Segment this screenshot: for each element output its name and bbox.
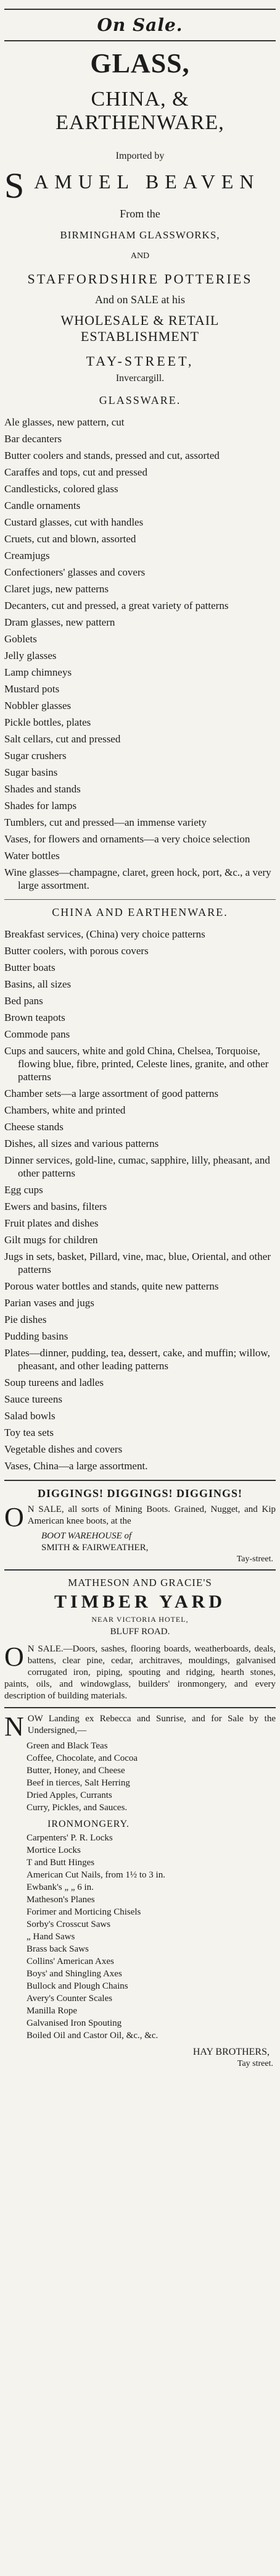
list-item: Matheson's Planes bbox=[27, 1895, 95, 1905]
list-item: Salad bowls bbox=[4, 1410, 56, 1422]
top-rule bbox=[4, 9, 276, 10]
list-item: Water bottles bbox=[4, 850, 60, 862]
list-item: Boiled Oil and Castor Oil, &c., &c. bbox=[27, 2031, 159, 2041]
list-item: Porous water bottles and stands, quite new patterns bbox=[4, 1280, 219, 1292]
list-item: Dinner services, gold-line, cumac, sapphire, lilly, pheasant, and other patterns bbox=[4, 1154, 270, 1179]
on-sale-header: On Sale. bbox=[97, 15, 183, 35]
list-item: „ Hand Saws bbox=[27, 1932, 75, 1942]
header-rule bbox=[4, 40, 276, 41]
diggings-body bbox=[4, 1502, 276, 1532]
ironmongery-list bbox=[27, 1832, 276, 2042]
list-item: Jelly glasses bbox=[4, 650, 57, 661]
diggings-body-text: N SALE, all sorts of Mining Boots. Grained, Nugget, and Kip American knee boots, at the bbox=[27, 1504, 276, 1526]
list-item: Ewers and basins, filters bbox=[4, 1201, 107, 1212]
merchant-name bbox=[4, 166, 276, 206]
landing-body-text: OW Landing ex Rebecca and Sunrise, and for Sale by the Undersigned,— bbox=[27, 1714, 276, 1735]
list-item: Bullock and Plough Chains bbox=[27, 1981, 128, 1991]
list-item: Bar decanters bbox=[4, 433, 62, 445]
sale-at-his: And on SALE at his bbox=[95, 293, 185, 306]
list-item: Cheese stands bbox=[4, 1121, 64, 1133]
timber-road: BLUFF ROAD. bbox=[110, 1627, 170, 1637]
diggings-advertisement bbox=[4, 1487, 276, 1564]
list-item: Mortice Locks bbox=[27, 1845, 81, 1855]
ad-divider bbox=[4, 1569, 276, 1571]
list-item: Vegetable dishes and covers bbox=[4, 1443, 123, 1455]
list-item: Candle ornaments bbox=[4, 500, 81, 511]
list-item: Commode pans bbox=[4, 1028, 70, 1040]
drop-cap: O bbox=[4, 1642, 24, 1672]
list-item: Green and Black Teas bbox=[27, 1741, 108, 1751]
timber-yard-advertisement bbox=[4, 1577, 276, 1702]
list-item: Candlesticks, colored glass bbox=[4, 483, 118, 495]
timber-owner: MATHESON AND GRACIE'S bbox=[68, 1577, 212, 1588]
list-item: Sugar crushers bbox=[4, 750, 67, 761]
hay-brothers-advertisement bbox=[4, 1713, 276, 2069]
list-item: Cruets, cut and blown, assorted bbox=[4, 533, 136, 545]
list-item: Curry, Pickles, and Sauces. bbox=[27, 1803, 128, 1813]
list-item: Tumblers, cut and pressed—an immense variety bbox=[4, 816, 207, 828]
list-item: Claret jugs, new patterns bbox=[4, 583, 109, 595]
list-item: Cups and saucers, white and gold China, Chelsea, Torquoise, flowing blue, fibre, printed, Celeste lines, granite, and other patterns bbox=[4, 1045, 269, 1083]
list-item: Gilt mugs for children bbox=[4, 1234, 98, 1246]
ad-subtitle: CHINA, & EARTHENWARE, bbox=[56, 88, 224, 134]
list-item: Salt cellars, cut and pressed bbox=[4, 733, 121, 745]
list-item: Ale glasses, new pattern, cut bbox=[4, 416, 125, 428]
firm-street: Tay street. bbox=[237, 2059, 273, 2068]
drop-cap: N bbox=[4, 1711, 24, 1742]
list-item: Shades for lamps bbox=[4, 800, 77, 812]
list-item: Wine glasses—champagne, claret, green hock, port, &c., a very large assortment. bbox=[4, 866, 271, 891]
newspaper-column bbox=[4, 0, 276, 2069]
list-item: Mustard pots bbox=[4, 683, 60, 695]
china-heading: CHINA AND EARTHENWARE. bbox=[52, 906, 228, 918]
timber-body bbox=[4, 1643, 276, 1702]
timber-yard-title: TIMBER YARD bbox=[54, 1592, 226, 1612]
list-item: Goblets bbox=[4, 633, 37, 645]
glassware-list bbox=[4, 416, 276, 892]
list-item: Plates—dinner, pudding, tea, dessert, cake, and muffin; willow, pheasant, and other leading patterns bbox=[4, 1347, 270, 1372]
store-name: BOOT WAREHOUSE of bbox=[41, 1531, 132, 1541]
list-item: Fruit plates and dishes bbox=[4, 1217, 99, 1229]
list-item: Butter boats bbox=[4, 962, 56, 973]
section-divider bbox=[4, 899, 276, 900]
list-item: Butter, Honey, and Cheese bbox=[27, 1766, 125, 1776]
firm-name: HAY BROTHERS, bbox=[192, 2047, 270, 2057]
list-item: Manilla Rope bbox=[27, 2006, 78, 2016]
list-item: Coffee, Chocolate, and Cocoa bbox=[27, 1753, 138, 1763]
firm-name: SMITH & FAIRWEATHER, bbox=[41, 1543, 149, 1553]
list-item: Boys' and Shingling Axes bbox=[27, 1969, 122, 1979]
list-item: Parian vases and jugs bbox=[4, 1297, 94, 1309]
landing-body bbox=[4, 1711, 276, 1742]
list-item: Brown teapots bbox=[4, 1012, 65, 1023]
wholesale-establishment: WHOLESALE & RETAIL ESTABLISHMENT bbox=[60, 313, 220, 344]
timber-body-text: N SALE.—Doors, sashes, flooring boards, weatherboards, deals, battens, clear pine, cedar, architraves, mouldings, galvanised corrugated iron, piping, spouting and ridging, hearth stones, paints, oils, and windowglass, builders' ironmongery, and every description of building materials. bbox=[4, 1644, 276, 1701]
list-item: Confectioners' glasses and covers bbox=[4, 566, 146, 578]
town-name: Invercargill. bbox=[115, 373, 165, 384]
list-item: American Cut Nails, from 1½ to 3 in. bbox=[27, 1870, 165, 1880]
list-item: Decanters, cut and pressed, a great variety of patterns bbox=[4, 600, 229, 611]
list-item: Brass back Saws bbox=[27, 1944, 89, 1954]
list-item: Vases, for flowers and ornaments—a very choice selection bbox=[4, 833, 250, 845]
ad-divider bbox=[4, 1707, 276, 1708]
list-item: T and Butt Hinges bbox=[27, 1858, 95, 1868]
list-item: Carpenters' P. R. Locks bbox=[27, 1833, 113, 1843]
list-item: Egg cups bbox=[4, 1184, 43, 1196]
list-item: Dram glasses, new pattern bbox=[4, 616, 115, 628]
list-item: Caraffes and tops, cut and pressed bbox=[4, 466, 147, 478]
list-item: Lamp chimneys bbox=[4, 666, 72, 678]
list-item: Sorby's Crosscut Saws bbox=[27, 1919, 111, 1929]
list-item: Pudding basins bbox=[4, 1330, 68, 1342]
list-item: Collins' American Axes bbox=[27, 1957, 114, 1966]
list-item: Basins, all sizes bbox=[4, 978, 72, 990]
list-item: Chamber sets—a large assortment of good patterns bbox=[4, 1088, 219, 1099]
list-item: Dishes, all sizes and various patterns bbox=[4, 1138, 159, 1149]
list-item: Toy tea sets bbox=[4, 1427, 54, 1438]
ad-title: GLASS, bbox=[90, 48, 190, 78]
list-item: Soup tureens and ladles bbox=[4, 1377, 104, 1388]
list-item: Ewbank's „ „ 6 in. bbox=[27, 1882, 94, 1892]
list-item: Pickle bottles, plates bbox=[4, 716, 91, 728]
merchant-name-rest: AMUEL BEAVEN bbox=[34, 170, 260, 193]
list-item: Butter coolers, with porous covers bbox=[4, 945, 149, 957]
timber-near: NEAR VICTORIA HOTEL, bbox=[91, 1615, 189, 1624]
list-item: Galvanised Iron Spouting bbox=[27, 2018, 122, 2028]
list-item: Breakfast services, (China) very choice patterns bbox=[4, 928, 205, 940]
glassware-heading: GLASSWARE. bbox=[99, 394, 181, 406]
imported-by: Imported by bbox=[115, 151, 165, 161]
list-item: Avery's Counter Scales bbox=[27, 1994, 113, 2003]
list-item: Creamjugs bbox=[4, 550, 50, 561]
list-item: Sauce tureens bbox=[4, 1393, 62, 1405]
list-item: Forimer and Morticing Chisels bbox=[27, 1907, 141, 1917]
ironmongery-heading: IRONMONGERY. bbox=[47, 1819, 130, 1829]
birmingham-glassworks: BIRMINGHAM GLASSWORKS, bbox=[60, 229, 220, 241]
china-list bbox=[4, 928, 276, 1472]
list-item: Dried Apples, Currants bbox=[27, 1790, 112, 1800]
list-item: Bed pans bbox=[4, 995, 43, 1007]
firm-street: Tay-street. bbox=[236, 1554, 273, 1564]
goods-list bbox=[27, 1740, 276, 1814]
diggings-headline: DIGGINGS! DIGGINGS! DIGGINGS! bbox=[37, 1487, 243, 1500]
list-item: Jugs in sets, basket, Pillard, vine, mac, blue, Oriental, and other patterns bbox=[4, 1251, 271, 1275]
drop-cap: O bbox=[4, 1502, 24, 1532]
ad-divider bbox=[4, 1480, 276, 1481]
and-text: AND bbox=[130, 251, 150, 261]
list-item: Butter coolers and stands, pressed and cut, assorted bbox=[4, 450, 220, 461]
list-item: Pie dishes bbox=[4, 1314, 47, 1325]
street-address: TAY-STREET, bbox=[86, 353, 194, 369]
list-item: Beef in tierces, Salt Herring bbox=[27, 1778, 130, 1788]
list-item: Shades and stands bbox=[4, 783, 81, 795]
list-item: Custard glasses, cut with handles bbox=[4, 516, 144, 528]
list-item: Sugar basins bbox=[4, 766, 58, 778]
list-item: Chambers, white and printed bbox=[4, 1104, 126, 1116]
from-the: From the bbox=[120, 208, 160, 220]
merchant-initial: S bbox=[4, 166, 31, 206]
staffordshire-potteries: STAFFORDSHIRE POTTERIES bbox=[27, 271, 253, 287]
list-item: Nobbler glasses bbox=[4, 700, 72, 711]
list-item: Vases, China—a large assortment. bbox=[4, 1460, 148, 1472]
glass-china-advertisement bbox=[4, 48, 276, 1472]
